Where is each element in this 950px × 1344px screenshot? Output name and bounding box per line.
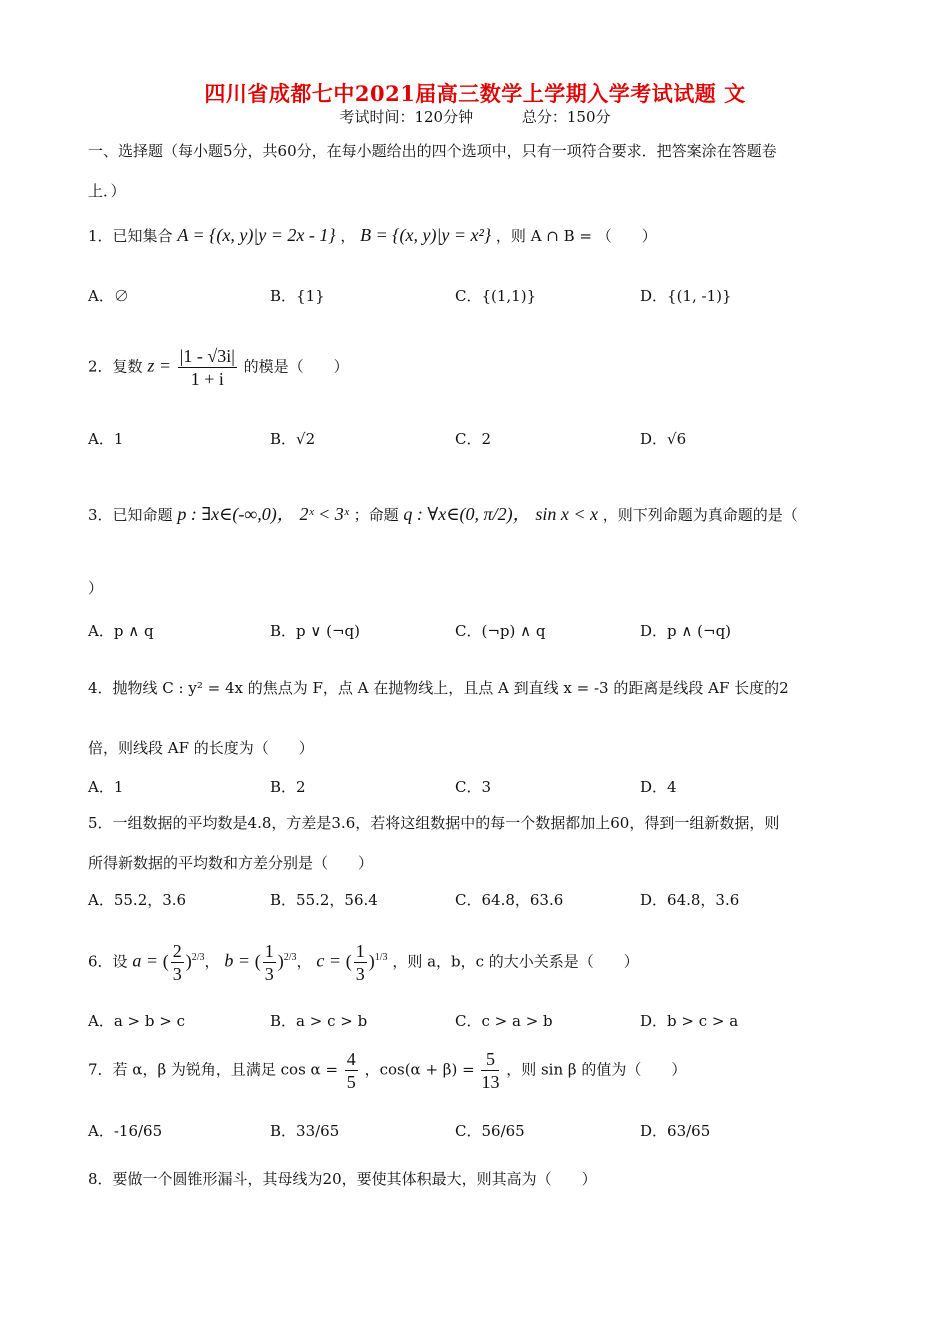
q3-option-d[interactable]: D．p ∧ (¬q) [640,622,732,640]
question-6: 6．设 a = ( $\frac{2}{3}$ )$^{2/3}$， b = ( $\frac{1}{3}$ )$^{2/3}$， c = ( $\frac{1}{3}$ )$^{1/3}$ ，则 a，b，c 的大小关系是（ ） [88,941,639,984]
q5-option-b[interactable]: B．55.2，56.4 [270,891,378,909]
question-8: 8．要做一个圆锥形漏斗，其母线为20，要使其体积最大，则其高为（ ） [88,1170,597,1188]
q2-tail: 的模是（ ） [243,357,349,376]
q3-prop-q-body: sin x < x [535,504,598,524]
q4-option-d[interactable]: D．4 [640,778,677,796]
q3-prop-p: p : ∃x∈(-∞,0)， [177,504,295,524]
q3-close: ） [88,579,104,597]
q2-option-b[interactable]: B．√2 [270,430,316,448]
q4-option-a[interactable]: A．1 [88,778,124,796]
q4-option-b[interactable]: B．2 [270,778,306,796]
question-4-line2: 倍，则线段 AF 的长度为（ ） [88,739,314,757]
q4-option-c[interactable]: C．3 [455,778,492,796]
q3-prop-p-body: 2ˣ < 3ˣ [299,504,349,524]
exam-time: 考试时间：120分钟 [339,108,474,126]
q3-option-c[interactable]: C．(¬p) ∧ q [455,622,546,640]
question-7: 7．若 α，β 为锐角，且满足 cos α = $\frac{4}{5}$ ，cos(α + β) = $\frac{5}{13}$ ，则 sin β 的值为（ ） [88,1049,687,1092]
q1-sep: ， [340,227,356,245]
q5-option-c[interactable]: C．64.8，63.6 [455,891,564,909]
q6-option-a[interactable]: A．a > b > c [88,1012,185,1030]
q3-option-a[interactable]: A．p ∧ q [88,622,154,640]
q1-option-a[interactable]: A．∅ [88,287,129,305]
q2-fraction [178,345,237,390]
section-heading-line1: 一、选择题（每小题5分，共60分，在每小题给出的四个选项中，只有一项符合要求．把答案涂在答题卷 [88,142,777,160]
q3-tail: ，则下列命题为真命题的是（ [602,506,798,524]
q2-stem: 2．复数 [88,357,143,376]
q6-stem: 6．设 [88,952,128,971]
q1-stem: 1．已知集合 [88,227,173,245]
question-4-line1: 4．抛物线 C : y² = 4x 的焦点为 F，点 A 在抛物线上，且点 A 到直线 x = -3 的距离是线段 AF 长度的2 [88,679,789,697]
q2-option-d[interactable]: D．√6 [640,430,687,448]
q5-option-a[interactable]: A．55.2，3.6 [88,891,187,909]
q3-prop-q: q : ∀x∈(0, π/2)， [403,504,531,524]
q2-numerator: |1 - √3i| [179,346,235,366]
question-5-line1: 5．一组数据的平均数是4.8，方差是3.6，若将这组数据中的每一个数据都加上60，得到一组新数据，则 [88,814,780,832]
exam-info [0,106,950,127]
q3-option-b[interactable]: B．p ∨ (¬q) [270,622,361,640]
q2-option-c[interactable]: C．2 [455,430,492,448]
section-heading-line2: 上．） [88,182,126,200]
q7-option-b[interactable]: B．33/65 [270,1122,340,1140]
question-3 [88,500,798,526]
q6-tail: ，则 a，b，c 的大小关系是（ ） [392,952,639,971]
q2-denominator: 1 + i [190,369,224,389]
q1-option-b[interactable]: B．{1} [270,287,325,305]
q7-mid: ，cos(α + β) = [364,1060,475,1079]
q3-stem: 3．已知命题 [88,506,173,524]
question-5-line2: 所得新数据的平均数和方差分别是（ ） [88,854,374,872]
q2-lhs: z = [147,355,171,376]
q1-option-d[interactable]: D．{(1, -1)} [640,287,732,305]
q6-option-d[interactable]: D．b > c > a [640,1012,739,1030]
q2-option-a[interactable]: A．1 [88,430,124,448]
q3-mid: ；命题 [353,506,399,524]
question-2 [88,345,349,390]
page-title: 四川省成都七中2021届高三数学上学期入学考试试题 文 [204,81,746,106]
q5-option-d[interactable]: D．64.8，3.6 [640,891,740,909]
q7-option-c[interactable]: C．56/65 [455,1122,525,1140]
q1-set-b: B = {(x, y)|y = x²} [360,225,492,245]
q1-option-c[interactable]: C．{(1,1)} [455,287,537,305]
q7-option-d[interactable]: D．63/65 [640,1122,711,1140]
exam-score: 总分：150分 [521,108,611,126]
q6-option-b[interactable]: B．a > c > b [270,1012,368,1030]
q6-option-c[interactable]: C．c > a > b [455,1012,553,1030]
q7-option-a[interactable]: A．-16/65 [88,1122,163,1140]
q7-stem: 7．若 α，β 为锐角，且满足 cos α = [88,1060,339,1079]
question-1 [88,225,657,246]
q1-set-a: A = {(x, y)|y = 2x - 1} [177,225,336,245]
q7-tail: ，则 sin β 的值为（ ） [506,1060,687,1079]
q1-tail: ，则 A ∩ B = （ ） [495,227,657,245]
